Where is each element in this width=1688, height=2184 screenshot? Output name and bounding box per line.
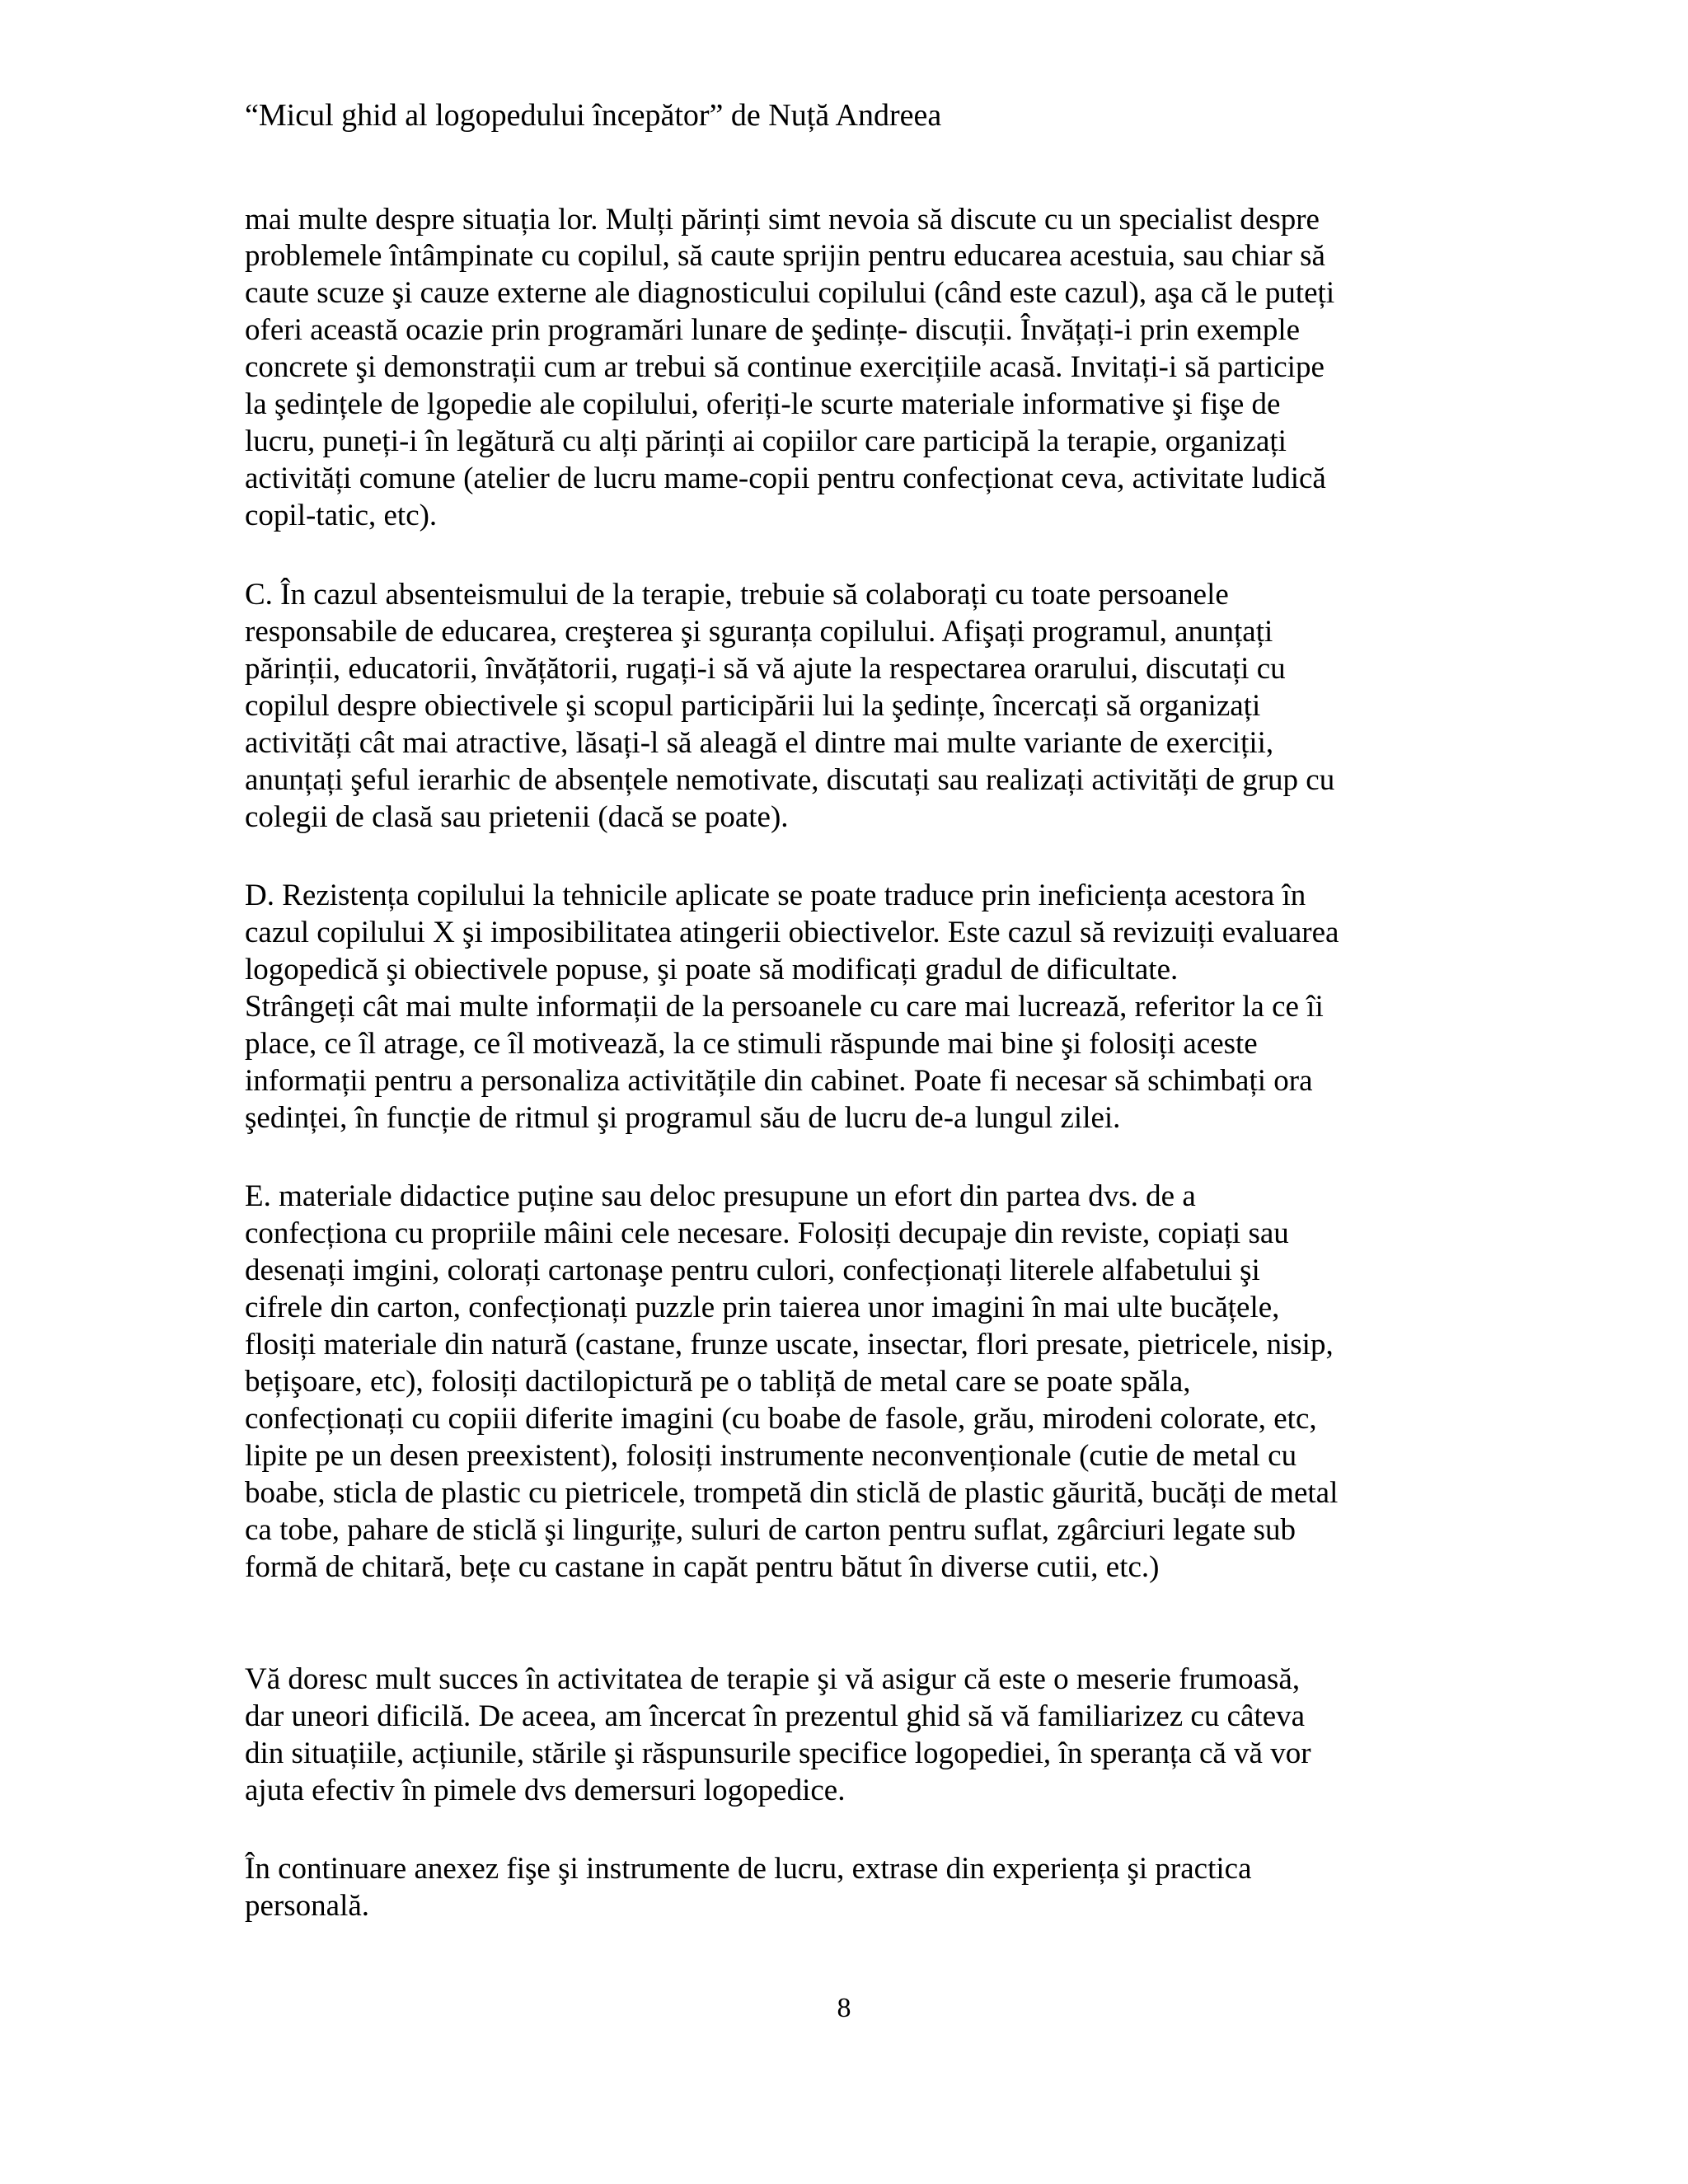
text-line: şedinței, în funcție de ritmul şi programul său de lucru de-a lungul zilei. (245, 1101, 1121, 1135)
text-line: cazul copilului X şi imposibilitatea atingerii obiectivelor. Este cazul să revizuiți evaluarea (245, 916, 1339, 949)
text-line: flosiți materiale din natură (castane, frunze uscate, insectar, flori presate, pietricele, nisip, (245, 1328, 1334, 1361)
text-line: formă de chitară, bețe cu castane in capăt pentru bătut în diverse cutii, etc.) (245, 1550, 1160, 1584)
text-line: C. În cazul absenteismului de la terapie, trebuie să colaborați cu toate persoanele (245, 578, 1229, 612)
text-line: confecționa cu propriile mâini cele necesare. Folosiți decupaje din reviste, copiați sau (245, 1216, 1289, 1250)
text-line: desenați imgini, colorați cartonaşe pentru culori, confecționați literele alfabetului şi (245, 1254, 1260, 1287)
text-line: Vă doresc mult succes în activitatea de terapie şi vă asigur că este o meserie frumoasă, (245, 1662, 1301, 1696)
text-line: colegii de clasă sau prietenii (dacă se poate). (245, 800, 789, 834)
text-line: informații pentru a personaliza activitățile din cabinet. Poate fi necesar să schimbați ora (245, 1064, 1313, 1098)
text-line: responsabile de educarea, creşterea şi sguranța copilului. Afişați programul, anunțați (245, 615, 1273, 649)
text-line: D. Rezistența copilului la tehnicile aplicate se poate traduce prin ineficiența acestora în (245, 879, 1306, 912)
text-line: confecționați cu copiii diferite imagini (cu boabe de fasole, grău, mirodeni colorate, etc, (245, 1402, 1317, 1436)
text-line: din situațiile, acțiunile, stările şi răspunsurile specifice logopediei, în speranța că vă vor (245, 1736, 1311, 1770)
text-line: părinții, educatorii, învățătorii, rugați-i să vă ajute la respectarea orarului, discutați cu (245, 652, 1286, 686)
text-line: anunțați şeful ierarhic de absențele nemotivate, discutați sau realizați activități de grup cu (245, 763, 1335, 797)
text-line: ajuta efectiv în pimele dvs demersuri logopedice. (245, 1774, 846, 1807)
text-line: copil-tatic, etc). (245, 499, 438, 532)
text-line: copilul despre obiectivele şi scopul participării lui la şedințe, încercați să organizați (245, 689, 1261, 723)
text-line: Strângeți cât mai multe informații de la persoanele cu care mai lucrează, referitor la ce îi (245, 990, 1324, 1024)
text-line: problemele întâmpinate cu copilul, să caute sprijin pentru educarea acestuia, sau chiar să (245, 239, 1325, 273)
text-line: lucru, puneți-i în legătură cu alți părinți ai copiilor care participă la terapie, organizați (245, 424, 1287, 458)
running-header: “Micul ghid al logopedului începător” de Nuță Andreea (245, 98, 942, 133)
text-line: activități comune (atelier de lucru mame-copii pentru confecționat ceva, activitate ludică (245, 462, 1326, 495)
text-line: personală. (245, 1889, 370, 1923)
text-line: dar uneori dificilă. De aceea, am încercat în prezentul ghid să vă familiarizez cu câteva (245, 1699, 1306, 1733)
text-line: E. materiale didactice puține sau deloc presupune un efort din partea dvs. de a (245, 1179, 1196, 1213)
page-number: 8 (837, 1993, 851, 2023)
text-line: logopedică şi obiectivele popuse, şi poate să modificați gradul de dificultate. (245, 953, 1179, 987)
text-line: mai multe despre situația lor. Mulți părinți simt nevoia să discute cu un specialist despre (245, 203, 1320, 237)
text-line: concrete şi demonstrații cum ar trebui să continue exercițiile acasă. Invitați-i să participe (245, 350, 1325, 384)
text-line: ca tobe, pahare de sticlă şi linguri̦țe, suluri de carton pentru suflat, zgârciuri legate sub (245, 1513, 1296, 1547)
text-line: caute scuze şi cauze externe ale diagnosticului copilului (când este cazul), aşa că le puteți (245, 276, 1335, 310)
text-line: place, ce îl atrage, ce îl motivează, la ce stimuli răspunde mai bine şi folosiți aceste (245, 1027, 1258, 1061)
text-line: cifrele din carton, confecționați puzzle prin taierea unor imagini în mai ulte bucățele, (245, 1291, 1280, 1324)
text-line: boabe, sticla de plastic cu pietricele, trompetă din sticlă de plastic găurită, bucăți de metal (245, 1476, 1339, 1510)
text-line: bețişoare, etc), folosiți dactilopictură pe o tabliță de metal care se poate spăla, (245, 1365, 1191, 1399)
text-line: activități cât mai atractive, lăsați-l să aleagă el dintre mai multe variante de exerciții, (245, 726, 1274, 760)
text-line: oferi această ocazie prin programări lunare de şedințe- discuții. Învățați-i prin exemple (245, 313, 1301, 347)
text-line: lipite pe un desen preexistent), folosiți instrumente neconvenționale (cutie de metal cu (245, 1439, 1297, 1473)
text-line: la şedințele de lgopedie ale copilului, oferiți-le scurte materiale informative şi fişe de (245, 387, 1281, 421)
text-line: În continuare anexez fişe şi instrumente de lucru, extrase din experiența şi practica (245, 1852, 1252, 1886)
